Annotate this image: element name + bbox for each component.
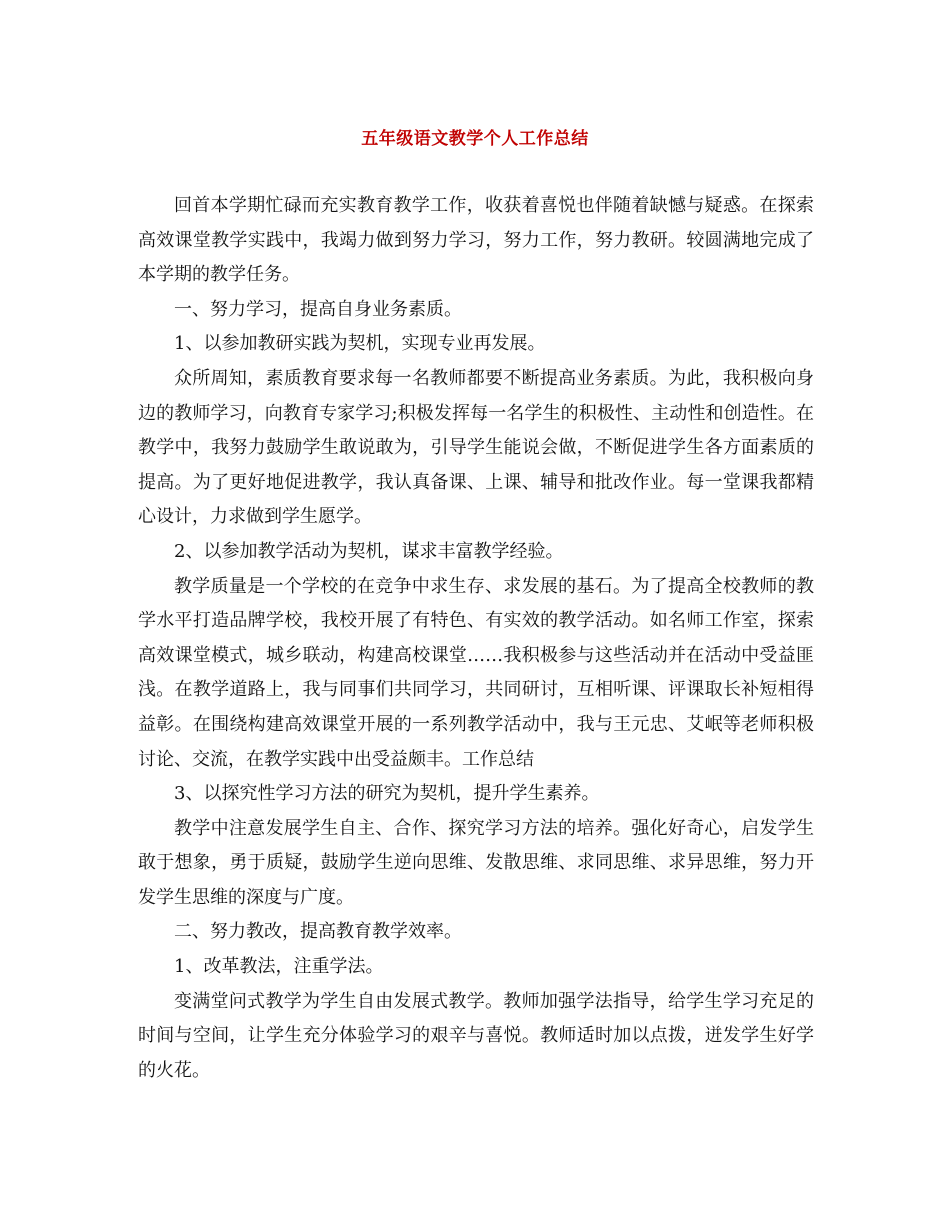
paragraph-1-1: 众所周知，素质教育要求每一名教师都要不断提高业务素质。为此，我积极向身边的教师学习，向教育专家学习;积极发挥每一名学生的积极性、主动性和创造性。在教学中，我努力鼓励学生敢说敢为，引导学生能说会做，不断促进学生各方面素质的提高。为了更好地促进教学，我认真备课、上课、辅导和批改作业。每一堂课我都精心设计，力求做到学生愿学。 [138,367,814,528]
paragraph-intro: 回首本学期忙碌而充实教育教学工作，收获着喜悦也伴随着缺憾与疑惑。在探索高效课堂教学实践中，我竭力做到努力学习，努力工作，努力教研。较圆满地完成了本学期的教学任务。 [138,195,814,286]
document-title: 五年级语文教学个人工作总结 [361,129,589,149]
subsection-heading-1-2: 2、以参加教学活动为契机，谋求丰富教学经验。 [174,540,564,562]
paragraph-1-3: 教学中注意发展学生自主、合作、探究学习方法的培养。强化好奇心，启发学生敢于想象，勇于质疑，鼓励学生逆向思维、发散思维、求同思维、求异思维，努力开发学生思维的深度与广度。 [138,817,814,908]
subsection-heading-2-1: 1、改革教法，注重学法。 [174,956,384,978]
section-heading-1: 一、努力学习，提高自身业务素质。 [174,298,462,320]
document-body [138,189,814,1088]
paragraph-2-1: 变满堂问式教学为学生自由发展式教学。教师加强学法指导，给学生学习充足的时间与空间，让学生充分体验学习的艰辛与喜悦。教师适时加以点拨，迸发学生好学的火花。 [138,990,814,1081]
subsection-heading-1-3: 3、以探究性学习方法的研究为契机，提升学生素养。 [174,783,600,805]
subsection-heading-1-1: 1、以参加教研实践为契机，实现专业再发展。 [174,333,546,355]
section-heading-2: 二、努力教改，提高教育教学效率。 [174,921,462,943]
paragraph-1-2: 教学质量是一个学校的在竞争中求生存、求发展的基石。为了提高全校教师的教学水平打造品牌学校，我校开展了有特色、有实效的教学活动。如名师工作室，探索高效课堂模式，城乡联动，构建高校课堂……我积极参与这些活动并在活动中受益匪浅。在教学道路上，我与同事们共同学习，共同研讨，互相听课、评课取长补短相得益彰。在围绕构建高效课堂开展的一系列教学活动中，我与王元忠、艾岷等老师积极讨论、交流，在教学实践中出受益颇丰。工作总结 [138,575,814,770]
